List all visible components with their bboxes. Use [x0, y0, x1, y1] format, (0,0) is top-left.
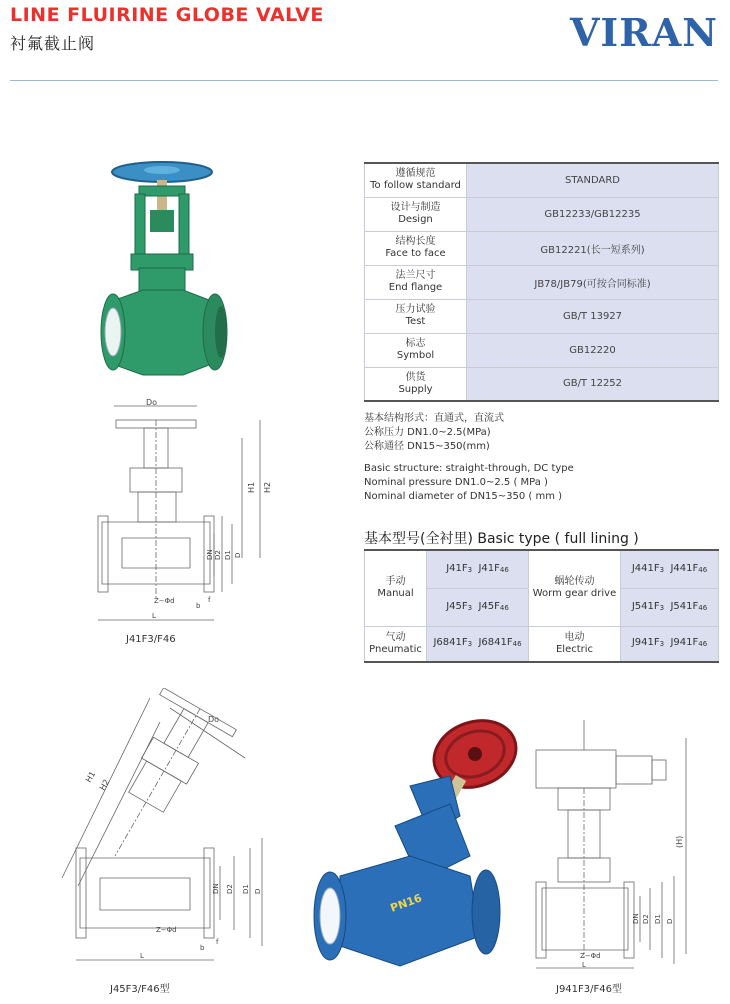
- dim-d1-label-3: D1: [654, 914, 662, 924]
- pneumatic-en: Pneumatic: [369, 643, 422, 655]
- model-j541: $J541F_3$ $J541F_{46}$: [621, 588, 719, 626]
- spec-row: [365, 197, 719, 231]
- dim-d-label-3: D: [666, 918, 674, 924]
- model-j641: $J6841F_3$ $J6841F_{46}$: [427, 626, 529, 662]
- spec-value: GB/T 13927: [467, 299, 719, 333]
- spec-value: GB12220: [467, 333, 719, 367]
- spec-value: GB12233/GB12235: [467, 197, 719, 231]
- spec-value: GB/T 12252: [467, 367, 719, 401]
- pneumatic-cn: 气动: [385, 631, 406, 643]
- dim-zd-label-2: Z−Φd: [156, 926, 177, 934]
- j941-dimension-drawing: [528, 718, 723, 973]
- spec-value: GB12221(长一短系列): [467, 231, 719, 265]
- electric-en: Electric: [555, 643, 594, 655]
- basic-type-table: [364, 549, 719, 663]
- note-line: 公称压力 DN1.0~2.5(MPa): [364, 427, 491, 438]
- dim-d-label: D: [234, 552, 242, 558]
- dim-zd-label: Z−Φd: [154, 597, 175, 605]
- notes-en: [364, 462, 574, 504]
- model-j441: $J441F_3$ $J441F_{46}$: [621, 550, 719, 588]
- dim-f-label: f: [208, 596, 211, 604]
- dim-d2-label-3: D2: [642, 914, 650, 924]
- dim-d-label-2: D: [254, 888, 262, 894]
- dim-dn-label-2: DN: [212, 883, 220, 894]
- manual-en: Manual: [377, 588, 414, 600]
- notes-cn: [364, 412, 504, 454]
- note-line: 公称通径 DN15~350(mm): [364, 441, 490, 452]
- dim-h-paren-label: (H): [675, 835, 684, 848]
- spec-label-cn: 设计与制造: [390, 202, 441, 213]
- dim-dn-label-3: DN: [632, 913, 640, 924]
- dim-l-label-3: L: [582, 961, 586, 969]
- spec-label-cn: 结构长度: [395, 236, 436, 247]
- note-line: Nominal pressure DN1.0~2.5 ( MPa ): [364, 477, 548, 488]
- j45-dimension-drawing: [40, 688, 280, 968]
- dim-do-label-2: Do: [208, 715, 220, 724]
- spec-row: [365, 333, 719, 367]
- spec-label-en: Symbol: [396, 350, 435, 361]
- spec-label-en: Supply: [398, 383, 433, 395]
- dim-dn-label: DN: [206, 549, 214, 560]
- manual-cn: 手动: [385, 576, 406, 588]
- dim-l-label-2: L: [140, 952, 144, 960]
- model-j41: $J41F_3$ $J41F_{46}$: [427, 550, 529, 588]
- dim-b-label: b: [196, 602, 201, 610]
- spec-label-cn: 供货: [405, 371, 426, 383]
- spec-label-cn: 法兰尺寸: [395, 270, 436, 281]
- model-j941: $J941F_3$ $J941F_{46}$: [621, 626, 719, 662]
- j41-dimension-drawing: [92, 398, 277, 630]
- dim-f-label-2: f: [216, 938, 219, 946]
- spec-label-cn: 标志: [405, 338, 426, 349]
- spec-value: STANDARD: [467, 163, 719, 197]
- dim-l-label: L: [152, 612, 156, 620]
- dim-zd-label-3: Z−Φd: [580, 952, 601, 960]
- dim-d2-label: D2: [214, 550, 222, 560]
- worm-en: Worm gear drive: [532, 588, 617, 600]
- spec-row: [365, 367, 719, 401]
- dim-h1-label: H1: [247, 481, 256, 493]
- dim-h1-label-2: H1: [83, 769, 98, 784]
- blue-y-valve-image: [300, 716, 525, 986]
- spec-label-en: Face to face: [385, 248, 446, 259]
- spec-value: JB78/JB79(可按合同标准): [467, 265, 719, 299]
- figure-caption-j45: J45F3/F46型: [110, 984, 170, 995]
- spec-row: [365, 163, 719, 197]
- page-title-cn: 衬氟截止阀: [10, 34, 96, 53]
- electric-cn: 电动: [564, 631, 585, 643]
- figure-caption-j41: J41F3/F46: [126, 634, 176, 645]
- spec-label-en: Test: [405, 316, 426, 327]
- figure-caption-j941: J941F3/F46型: [556, 984, 622, 995]
- green-globe-valve-image: [95, 160, 235, 385]
- note-line: Nominal diameter of DN15~350 ( mm ): [364, 491, 563, 502]
- basic-type-title: 基本型号(全衬里) Basic type ( full lining ): [364, 531, 639, 547]
- spec-label-cn: 压力试验: [395, 304, 436, 315]
- spec-row: [365, 299, 719, 333]
- spec-row: [365, 265, 719, 299]
- dim-h2-label-2: H2: [97, 777, 112, 792]
- svg-text:PN16: PN16: [388, 891, 424, 915]
- dim-h2-label: H2: [263, 481, 272, 493]
- spec-label-en: Design: [398, 214, 433, 225]
- header-divider: [10, 80, 718, 81]
- dim-do-label: Do: [146, 398, 158, 407]
- spec-table: [364, 162, 719, 402]
- dim-d1-label-2: D1: [242, 884, 250, 894]
- note-line: Basic structure: straight-through, DC type: [364, 463, 574, 474]
- brand-logo: VIRAN: [569, 10, 718, 55]
- page-title-en: LINE FLUIRINE GLOBE VALVE: [10, 4, 324, 26]
- model-j45: $J45F_3$ $J45F_{46}$: [427, 588, 529, 626]
- spec-label-en: To follow standard: [370, 180, 461, 192]
- dim-d1-label: D1: [224, 550, 232, 560]
- dim-d2-label-2: D2: [226, 884, 234, 894]
- spec-label-en: End flange: [388, 282, 443, 293]
- dim-b-label-2: b: [200, 944, 205, 952]
- spec-row: [365, 231, 719, 265]
- spec-label-cn: 遵循规范: [395, 168, 436, 180]
- note-line: 基本结构形式：直通式，直流式: [364, 413, 504, 424]
- worm-cn: 蜗轮传动: [554, 576, 595, 588]
